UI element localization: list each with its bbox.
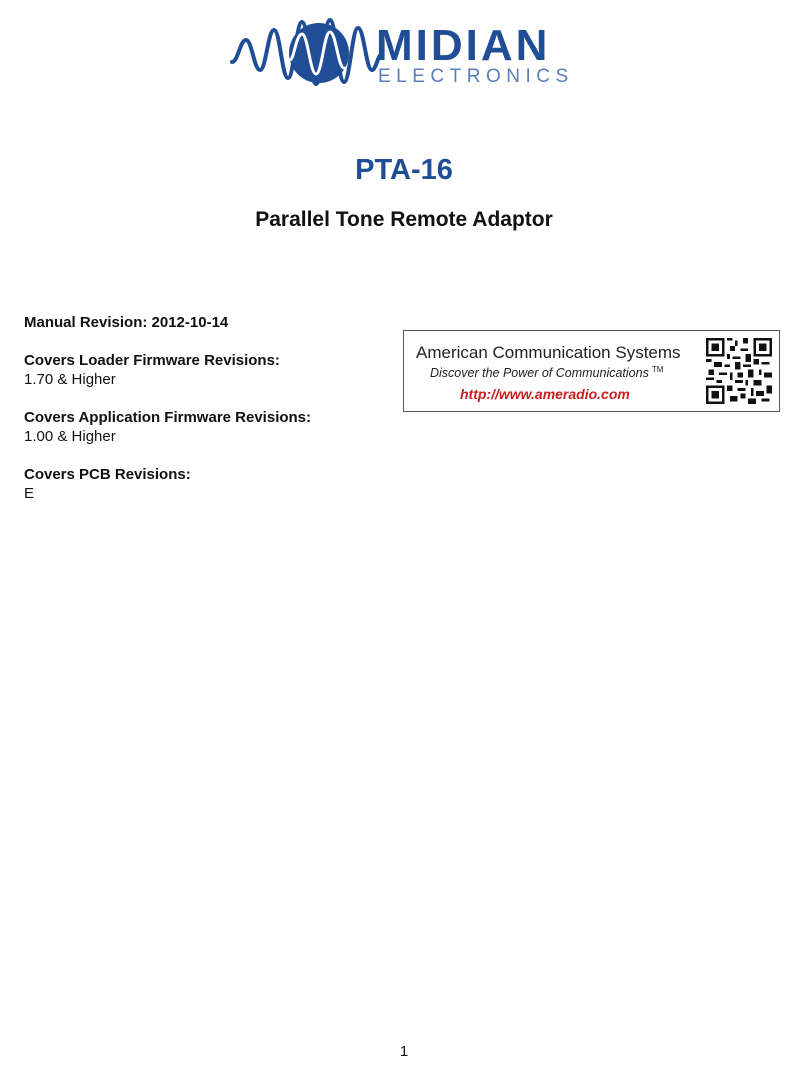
pcb-revision-value: E [24, 485, 35, 502]
waveform-icon [232, 20, 382, 84]
manual-revision: Manual Revision: 2012-10-14 [24, 314, 229, 331]
logo-sub: ELECTRONICS [378, 66, 574, 87]
document-subtitle: Parallel Tone Remote Adaptor [255, 208, 553, 231]
ad-tagline-text: Discover the Power of Communications [430, 366, 649, 381]
document-title: PTA-16 [355, 154, 453, 186]
dealer-ad-box [403, 330, 780, 412]
application-firmware-label: Covers Application Firmware Revisions: [24, 409, 312, 426]
page-number: 1 [399, 1043, 409, 1060]
ad-url-link[interactable]: http://www.ameradio.com [460, 386, 630, 402]
application-firmware-value: 1.00 & Higher [24, 428, 116, 445]
loader-firmware-value: 1.70 & Higher [24, 371, 116, 388]
midian-electronics-logo [228, 12, 574, 90]
ad-trademark: TM [651, 365, 664, 374]
logo-brand: MIDIAN [376, 21, 551, 70]
revision-info [24, 313, 384, 503]
ad-tagline [430, 365, 663, 380]
pcb-revision-label: Covers PCB Revisions: [24, 466, 191, 483]
ad-company-name: American Communication Systems [416, 343, 681, 362]
loader-firmware-label: Covers Loader Firmware Revisions: [24, 352, 280, 369]
qr-code-icon [706, 338, 772, 404]
